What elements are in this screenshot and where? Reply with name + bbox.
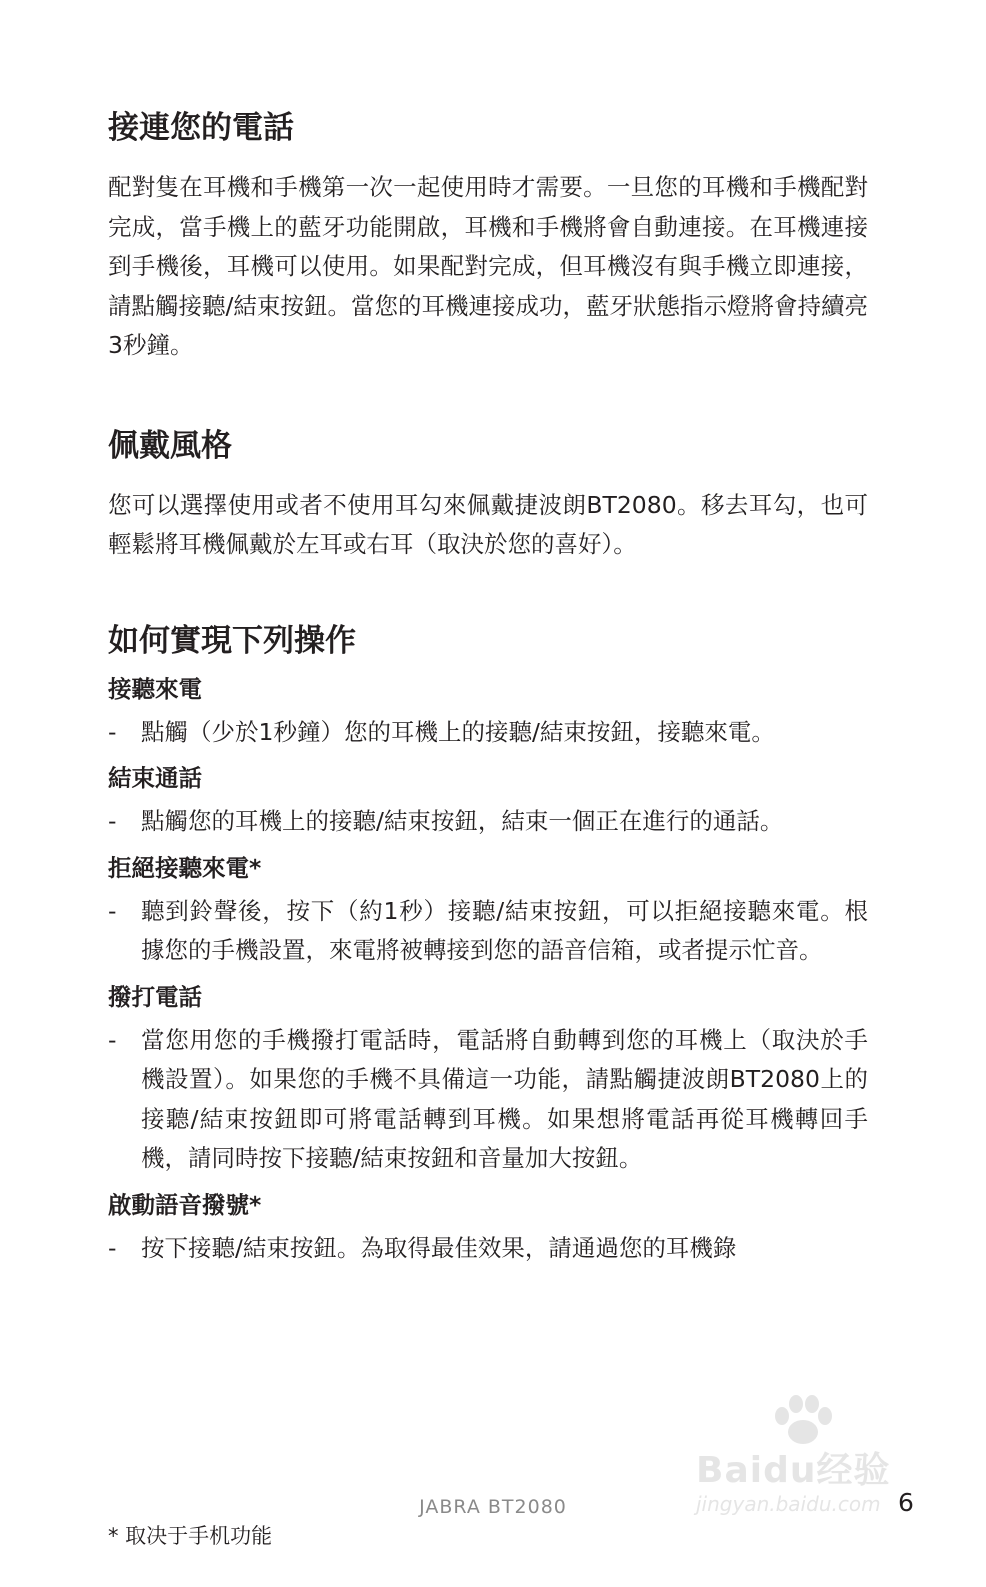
list-dash: - (108, 807, 117, 835)
subsection-voice-dial (108, 1185, 868, 1269)
list-item (108, 1229, 868, 1269)
subsection-answer-call (108, 669, 868, 753)
list-dash: - (108, 1025, 117, 1054)
footer-model: JABRA BT2080 (419, 1496, 567, 1518)
section-body: 配對隻在耳機和手機第一次一起使用時才需要。一旦您的耳機和手機配對完成，當手機上的藍牙功能開啟，耳機和手機將會自動連接。在耳機連接到手機後，耳機可以使用。如果配對完成，但耳機沒有與手機立即連接，請點觸接聽/結束按鈕。當您的耳機連接成功，藍牙狀態指示燈將會持續亮3秒鐘。 (108, 173, 868, 359)
subsection-title: 撥打電話 (108, 982, 202, 1011)
subsection-title: 接聽來電 (108, 674, 202, 703)
list-item (108, 892, 868, 971)
list-item (108, 713, 868, 753)
list-dash: - (108, 717, 117, 746)
list-item-text: 按下接聽/結束按鈕。為取得最佳效果，請通過您的耳機錄 (141, 1233, 737, 1262)
watermark-brand: Baidu经验 (696, 1450, 891, 1491)
section-title: 佩戴風格 (108, 427, 232, 464)
section-how-to (108, 619, 868, 1269)
footnote: * 取决于手机功能 (108, 1524, 273, 1548)
subsection-reject-call (108, 848, 868, 971)
list-item (108, 802, 868, 842)
subsection-title: 啟動語音撥號* (108, 1190, 262, 1219)
list-item-text: 當您用您的手機撥打電話時，電話將自動轉到您的耳機上（取決於手機設置）。如果您的手機不具備這一功能，請點觸捷波朗BT2080上的接聽/結束按鈕即可將電話轉到耳機。如果想將電話再從耳機轉回手機，請同時按下接聽/結束按鈕和音量加大按鈕。 (141, 1025, 868, 1172)
section-title: 接連您的電話 (108, 110, 294, 146)
subsection-title: 結束通話 (108, 764, 202, 792)
list-item-text: 點觸您的耳機上的接聽/結束按鈕，結束一個正在進行的通話。 (141, 807, 784, 835)
document-page (108, 106, 868, 1274)
subsection-end-call (108, 758, 868, 842)
section-connect-phone (108, 106, 868, 366)
list-item-text: 點觸（少於1秒鐘）您的耳機上的接聽/結束按鈕，接聽來電。 (141, 717, 775, 746)
list-item (108, 1021, 868, 1179)
subsection-make-call (108, 977, 868, 1179)
watermark-url: jingyan.baidu.com (696, 1492, 881, 1516)
list-dash: - (108, 896, 117, 925)
page-number: 6 (898, 1488, 914, 1517)
list-dash: - (108, 1233, 117, 1262)
subsection-title: 拒絕接聽來電* (108, 853, 262, 882)
section-wearing-style (108, 424, 868, 565)
section-body: 您可以選擇使用或者不使用耳勾來佩戴捷波朗BT2080。移去耳勾，也可輕鬆將耳機佩戴於左耳或右耳（取決於您的喜好）。 (108, 490, 868, 558)
section-title: 如何實現下列操作 (108, 622, 356, 659)
list-item-text: 聽到鈴聲後，按下（約1秒）接聽/結束按鈕，可以拒絕接聽來電。根據您的手機設置，來電將被轉接到您的語音信箱，或者提示忙音。 (141, 896, 868, 964)
